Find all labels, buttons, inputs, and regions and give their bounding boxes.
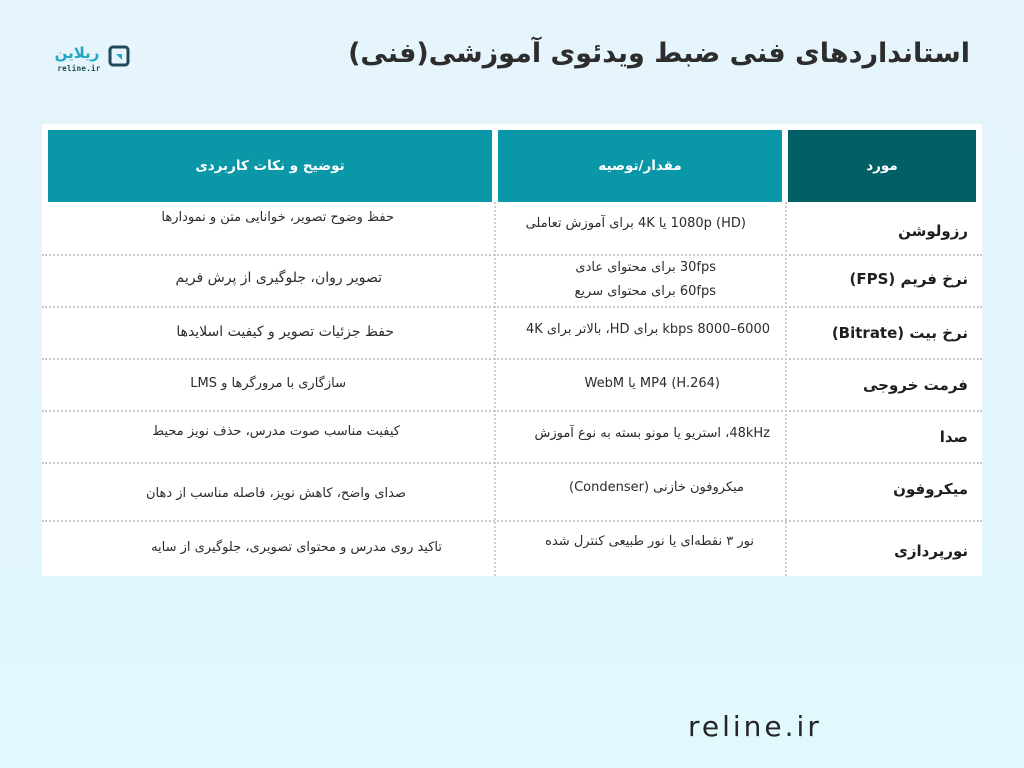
standards-table	[42, 124, 982, 576]
cell-item: میکروفون	[893, 480, 968, 498]
header-description: توضیح و نکات کاربردی	[48, 130, 492, 202]
cell-value: نور ۳ نقطه‌ای یا نور طبیعی کنترل شده	[545, 534, 754, 549]
cell-description: حفظ وضوح تصویر، خوانایی متن و نمودارها	[161, 210, 394, 225]
logo-mark-icon	[108, 45, 130, 67]
cell-value: میکروفون خازنی (Condenser)	[568, 480, 744, 495]
cell-item: فرمت خروجی	[863, 376, 968, 394]
footer-domain: reline.ir	[688, 710, 822, 743]
page-title: استانداردهای فنی ضبط ویدئوی آموزشی(فنی)	[348, 38, 970, 69]
table-row	[42, 202, 982, 256]
cell-item: صدا	[939, 428, 968, 446]
cell-value-line: 60fps برای محتوای سریع	[574, 284, 716, 299]
table-row	[42, 358, 982, 412]
table-row	[42, 462, 982, 522]
cell-description: تاکید روی مدرس و محتوای تصویری، جلوگیری از سایه	[151, 540, 442, 555]
header-item: مورد	[788, 130, 976, 202]
cell-item: نورپردازی	[894, 542, 968, 560]
logo-subtext: reline.ir	[57, 64, 101, 73]
cell-value-line: 30fps برای محتوای عادی	[575, 260, 716, 275]
cell-description: حفظ جزئیات تصویر و کیفیت اسلایدها	[176, 324, 394, 340]
cell-value	[574, 256, 716, 304]
cell-description: کیفیت مناسب صوت مدرس، حذف نویز محیط	[152, 424, 400, 439]
brand-logo[interactable]	[48, 42, 132, 76]
cell-item: رزولوشن	[898, 222, 968, 240]
table-row	[42, 520, 982, 576]
cell-value: 1080p (HD) یا 4K برای آموزش تعاملی	[525, 216, 746, 231]
cell-value: 6000–8000 kbps برای HD، بالاتر برای 4K	[525, 322, 770, 337]
cell-description: تصویر روان، جلوگیری از پرش فریم	[175, 270, 382, 286]
header-value: مقدار/توصیه	[498, 130, 782, 202]
cell-description: سازگاری با مرورگرها و LMS	[190, 376, 346, 391]
cell-item: نرخ فریم (FPS)	[849, 270, 968, 288]
cell-item: نرخ بیت (Bitrate)	[831, 324, 968, 342]
logo-text: ریلاین	[54, 44, 100, 62]
table-row	[42, 410, 982, 464]
cell-description: صدای واضح، کاهش نویز، فاصله مناسب از دهان	[145, 486, 406, 501]
table-row	[42, 254, 982, 308]
table-row	[42, 306, 982, 360]
cell-value: MP4 (H.264) یا WebM	[584, 376, 720, 391]
cell-value: 48kHz، استریو یا مونو بسته به نوع آموزش	[534, 426, 770, 441]
